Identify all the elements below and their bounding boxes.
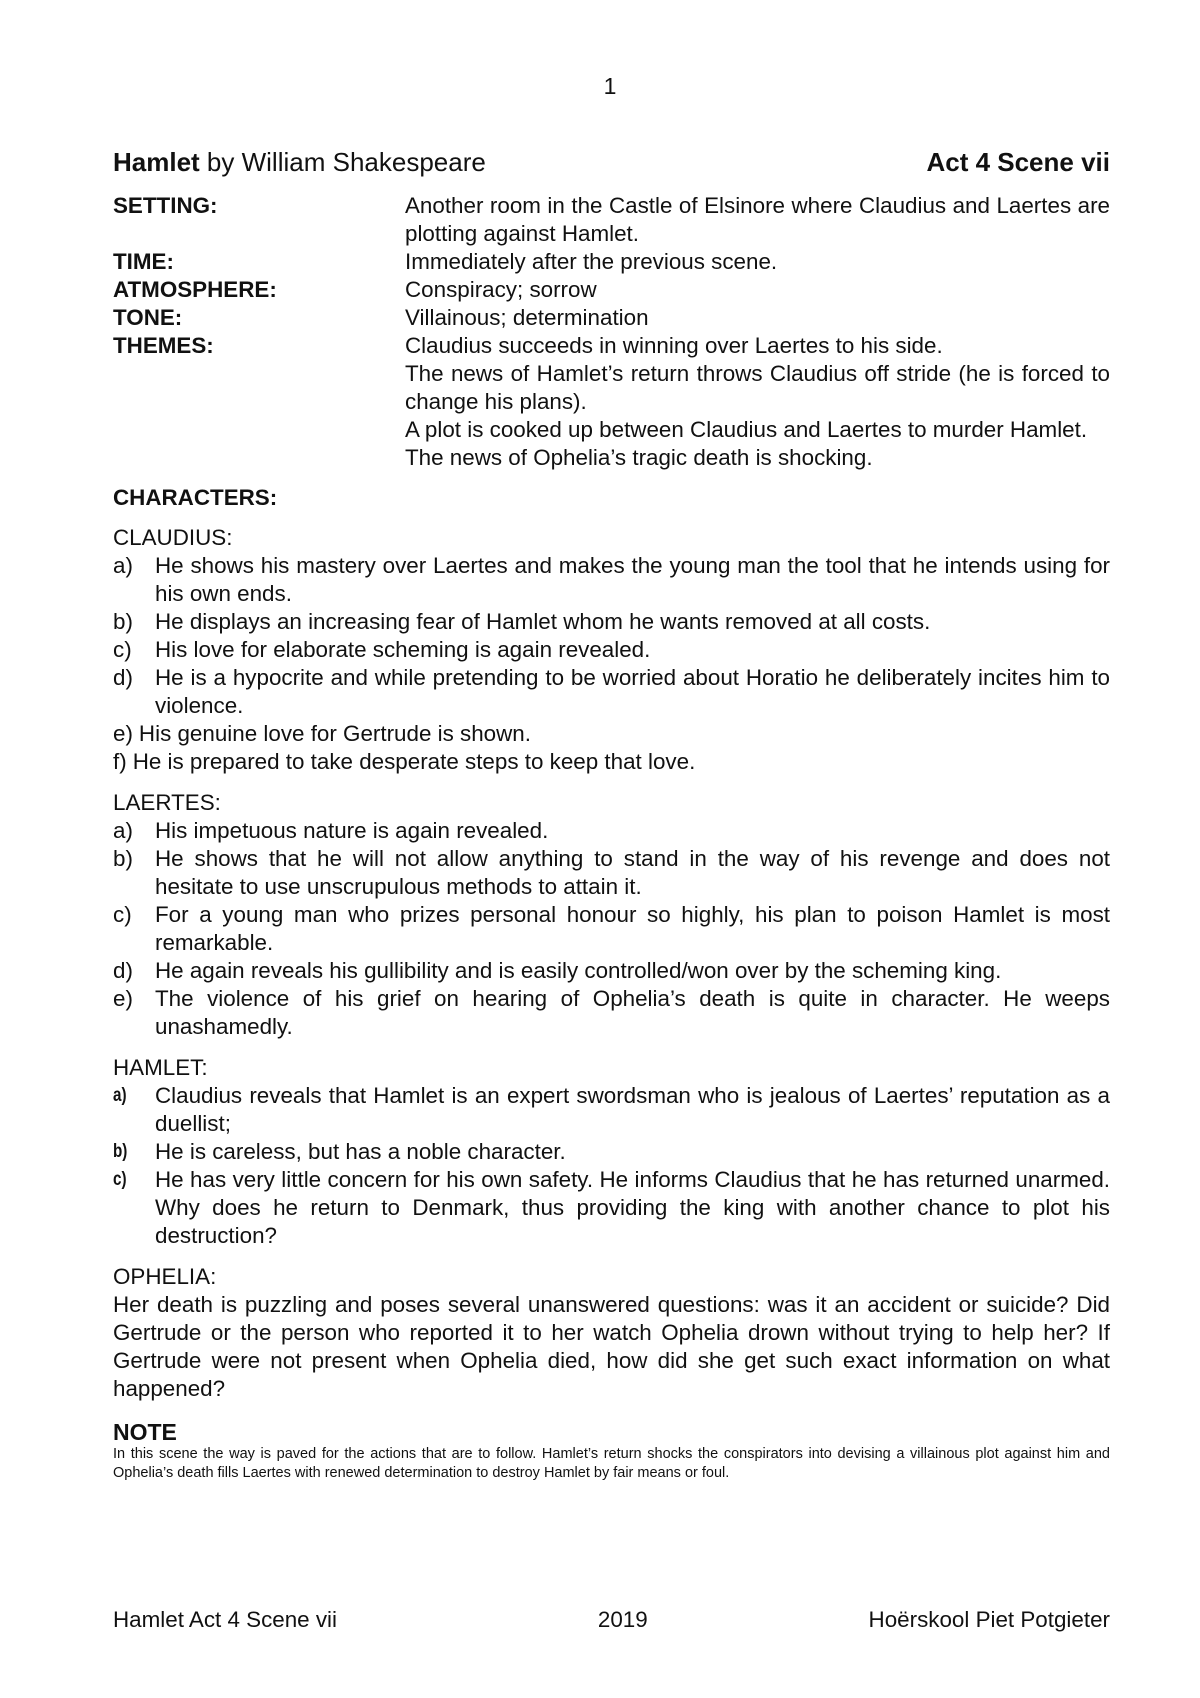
meta-value: Immediately after the previous scene. [405,249,778,274]
meta-values [405,276,1110,304]
point-text: He is a hypocrite and while pretending to be worried about Horatio he deliberately incites him to violence. [155,665,1110,718]
footer-right: Hoërskool Piet Potgieter [868,1607,1110,1632]
point-text: He is prepared to take desperate steps to keep that love. [132,749,696,774]
character-point [113,817,1110,845]
meta-values [405,332,1110,472]
character-point [113,748,1110,776]
point-text: His genuine love for Gertrude is shown. [138,721,531,746]
point-marker: a) [113,818,133,843]
note-text: In this scene the way is paved for the actions that are to follow. Hamlet’s return shocks the conspirators into devising a villainous plot against him and Ophelia’s death fills Laertes with renewed determination to destroy Hamlet by fair means or foul. [113,1446,1110,1481]
point-marker: b) [113,1141,128,1162]
meta-value: The news of Hamlet’s return throws Claudius off stride (he is forced to change his plans). [405,361,1110,414]
character-section [113,1054,1110,1250]
character-point [113,636,1110,664]
point-marker: a) [113,553,133,578]
character-name: CLAUDIUS: [113,525,233,550]
point-marker: b) [113,609,133,634]
character-point [113,608,1110,636]
character-point [113,664,1110,720]
note-heading: NOTE [113,1419,177,1445]
page-footer [113,1607,1110,1633]
point-text: He shows his mastery over Laertes and makes the young man the tool that he intends using for his own ends. [155,553,1110,606]
meta-values [405,192,1110,248]
meta-value: Another room in the Castle of Elsinore where Claudius and Laertes are plotting against Hamlet. [405,193,1110,246]
characters-list [113,524,1110,1403]
title-bold: Hamlet [113,147,200,177]
character-point [113,1082,1110,1138]
meta-value: Villainous; determination [405,305,649,330]
meta-value: Conspiracy; sorrow [405,277,597,302]
meta-label: THEMES: [113,333,214,358]
point-marker: d) [113,665,133,690]
character-paragraph: Her death is puzzling and poses several unanswered questions: was it an accident or suicide? Did Gertrude or the person who reported it to her watch Ophelia drown without trying to help her? If Gertrude were not present when Ophelia died, how did she get such exact information on what happened? [113,1292,1110,1401]
meta-value: Claudius succeeds in winning over Laertes to his side. [405,333,943,358]
point-marker: a) [113,1085,127,1106]
meta-label: ATMOSPHERE: [113,277,277,302]
point-text: For a young man who prizes personal honour so highly, his plan to poison Hamlet is most remarkable. [155,902,1110,955]
point-text: He shows that he will not allow anything to stand in the way of his revenge and does not hesitate to use unscrupulous methods to attain it. [155,846,1110,899]
meta-row [113,276,1110,304]
point-text: He has very little concern for his own safety. He informs Claudius that he has returned unarmed. Why does he return to Denmark, thus providing the king with another chance to plot his destruction? [155,1167,1110,1248]
meta-value: A plot is cooked up between Claudius and Laertes to murder Hamlet. [405,417,1088,442]
point-marker: c) [113,637,132,662]
character-point [113,720,1110,748]
point-marker: f) [113,749,127,774]
character-section [113,1263,1110,1403]
point-text: His love for elaborate scheming is again revealed. [155,637,651,662]
meta-value: The news of Ophelia’s tragic death is shocking. [405,445,873,470]
point-text: His impetuous nature is again revealed. [155,818,549,843]
page-number: 1 [603,73,617,99]
character-name: OPHELIA: [113,1264,217,1289]
point-marker: c) [113,1169,127,1190]
document-title [113,146,486,178]
point-text: He is careless, but has a noble character. [155,1139,566,1164]
point-text: Claudius reveals that Hamlet is an expert swordsman who is jealous of Laertes’ reputation as a duellist; [155,1083,1110,1136]
meta-label: SETTING: [113,193,218,218]
character-point [113,957,1110,985]
point-text: He displays an increasing fear of Hamlet whom he wants removed at all costs. [155,609,931,634]
character-point [113,985,1110,1041]
point-marker: e) [113,721,133,746]
footer-center: 2019 [597,1607,648,1632]
character-point [113,1138,1110,1166]
meta-label: TONE: [113,305,183,330]
point-marker: b) [113,846,133,871]
point-text: The violence of his grief on hearing of Ophelia’s death is quite in character. He weeps unashamedly. [155,986,1110,1039]
scene-metadata [113,192,1110,472]
scene-label: Act 4 Scene vii [926,147,1110,177]
point-marker: e) [113,986,133,1011]
character-name: HAMLET: [113,1055,208,1080]
meta-row [113,332,1110,472]
meta-row [113,304,1110,332]
meta-row [113,248,1110,276]
character-point [113,845,1110,901]
character-section [113,524,1110,776]
character-point [113,901,1110,957]
point-marker: d) [113,958,133,983]
point-marker: c) [113,902,132,927]
character-name: LAERTES: [113,790,221,815]
character-section [113,789,1110,1041]
document-body [113,146,1110,1483]
title-rest: by William Shakespeare [199,147,486,177]
characters-heading: CHARACTERS: [113,485,278,510]
character-point [113,552,1110,608]
meta-label: TIME: [113,249,174,274]
document-header [113,146,1110,178]
character-point [113,1166,1110,1250]
meta-row [113,192,1110,248]
point-text: He again reveals his gullibility and is easily controlled/won over by the scheming king. [155,958,1002,983]
footer-left: Hamlet Act 4 Scene vii [113,1607,338,1632]
meta-values [405,304,1110,332]
meta-values [405,248,1110,276]
